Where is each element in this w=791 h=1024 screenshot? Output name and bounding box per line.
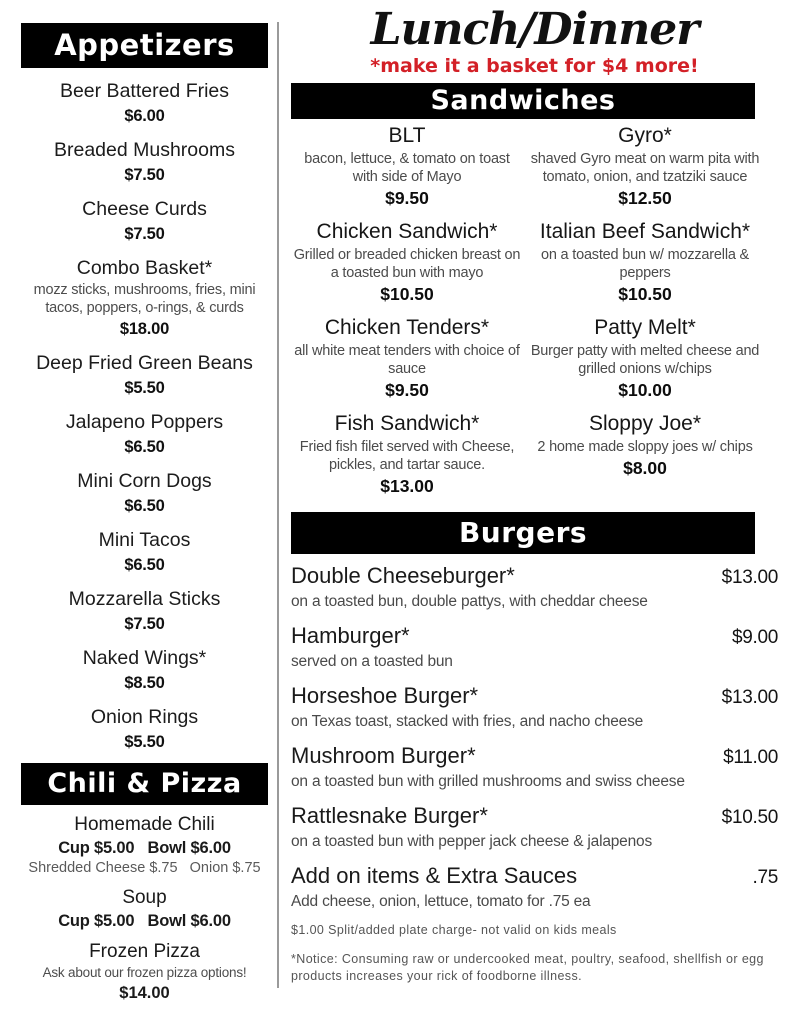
item-price: $8.50 [124, 674, 165, 692]
sandwiches-section-header: Sandwiches [291, 83, 755, 119]
item-name: Deep Fried Green Beans [36, 352, 253, 374]
burgers-section-header: Burgers [291, 512, 755, 554]
menu-item-cheese-curds [21, 196, 268, 246]
menu-item-homemade-chili [21, 813, 268, 878]
item-description: Grilled or breaded chicken breast on a toasted bun with mayo [293, 247, 521, 281]
sandwiches-left-column [291, 122, 523, 506]
item-price: $12.50 [618, 188, 672, 208]
menu-item-patty-melt [529, 314, 761, 402]
item-description: Fried fish filet served with Cheese, pickles, and tartar sauce. [299, 439, 515, 473]
item-price: $14.00 [119, 984, 170, 1002]
menu-item-combo-basket [21, 255, 268, 341]
item-price: $5.50 [124, 733, 165, 751]
menu-item-hamburger [291, 622, 778, 672]
item-price: $7.50 [124, 225, 165, 243]
item-description: Burger patty with melted cheese and grilled onions w/chips [530, 343, 760, 377]
menu-item-gyro [529, 122, 761, 210]
menu-item-breaded-mushrooms [21, 137, 268, 187]
item-description: bacon, lettuce, & tomato on toast with side of Mayo [304, 151, 510, 185]
item-name: Combo Basket* [76, 257, 213, 279]
item-price: $6.50 [124, 556, 165, 574]
item-name: BLT [388, 124, 426, 147]
item-name: Sloppy Joe* [588, 412, 702, 435]
item-price: $18.00 [119, 320, 170, 338]
item-price: $5.50 [124, 379, 165, 397]
item-name: Mozzarella Sticks [68, 588, 221, 610]
menu-item-deep-fried-green-beans [21, 350, 268, 400]
item-name: Onion Rings [90, 706, 199, 728]
item-name: Homemade Chili [74, 814, 215, 835]
item-price: $10.50 [380, 284, 434, 304]
menu-item-mini-tacos [21, 527, 268, 577]
item-description: on a toasted bun with pepper jack cheese & jalapenos [291, 833, 652, 850]
item-name: Patty Melt* [594, 316, 696, 339]
item-price: $7.50 [124, 615, 165, 633]
item-name: Mini Corn Dogs [77, 470, 212, 492]
menu-item-naked-wings [21, 645, 268, 695]
item-name: Hamburger* [291, 623, 410, 648]
item-price: $13.00 [721, 687, 778, 708]
raw-food-notice: *Notice: Consuming raw or undercooked meat, poultry, seafood, shellfish or egg products increases your rick of foodborne illness. [291, 952, 764, 983]
item-description: all white meat tenders with choice of sauce [294, 343, 520, 377]
item-description: on Texas toast, stacked with fries, and nacho cheese [291, 713, 644, 730]
item-sizes: Cup $5.00 Bowl $6.00 [58, 839, 231, 857]
item-description: mozz sticks, mushrooms, fries, mini tacos, poppers, o-rings, & curds [33, 282, 256, 316]
basket-upsell-note: *make it a basket for $4 more! [370, 55, 699, 77]
menu-item-blt [291, 122, 523, 210]
menu-item-mozzarella-sticks [21, 586, 268, 636]
menu-item-italian-beef-sandwich [529, 218, 761, 306]
menu-item-chicken-sandwich [291, 218, 523, 306]
item-description: Ask about our frozen pizza options! [42, 965, 247, 980]
item-name: Gyro* [618, 124, 672, 147]
item-price: $8.00 [623, 458, 667, 478]
item-description: on a toasted bun w/ mozzarella & peppers [541, 247, 749, 281]
item-price: $11.00 [723, 747, 778, 768]
burgers-list [291, 562, 778, 912]
item-price: $13.00 [721, 567, 778, 588]
item-name: Add on items & Extra Sauces [291, 863, 578, 888]
item-name: Chicken Sandwich* [316, 220, 498, 243]
appetizers-section-header: Appetizers [21, 23, 268, 68]
menu-item-add-on-items [291, 862, 778, 912]
item-description: 2 home made sloppy joes w/ chips [537, 439, 753, 455]
left-column [21, 23, 268, 1012]
item-description: on a toasted bun, double pattys, with cheddar cheese [291, 593, 648, 610]
menu-item-double-cheeseburger [291, 562, 778, 612]
menu-item-soup [21, 886, 268, 932]
split-plate-charge-note: $1.00 Split/added plate charge- not valid on kids meals [291, 923, 617, 937]
sandwiches-grid [291, 122, 761, 506]
item-sizes: Cup $5.00 Bowl $6.00 [58, 912, 231, 930]
item-name: Jalapeno Poppers [65, 411, 224, 433]
menu-item-frozen-pizza [21, 940, 268, 1004]
item-price: $10.50 [721, 807, 778, 828]
item-price: $9.50 [385, 380, 429, 400]
item-name: Naked Wings* [82, 647, 207, 669]
page-title: Lunch/Dinner [370, 4, 699, 55]
menu-item-chicken-tenders [291, 314, 523, 402]
item-name: Chicken Tenders* [324, 316, 490, 339]
item-name: Italian Beef Sandwich* [539, 220, 751, 243]
item-name: Horseshoe Burger* [291, 683, 479, 708]
item-price: $7.50 [124, 166, 165, 184]
item-name: Breaded Mushrooms [53, 139, 235, 161]
item-price: $6.50 [124, 497, 165, 515]
menu-item-mini-corn-dogs [21, 468, 268, 518]
item-name: Frozen Pizza [89, 941, 200, 962]
item-name: Double Cheeseburger* [291, 563, 515, 588]
menu-item-onion-rings [21, 704, 268, 754]
item-price: $6.00 [124, 107, 165, 125]
chili-pizza-section-header: Chili & Pizza [21, 763, 268, 805]
menu-item-rattlesnake-burger [291, 802, 778, 852]
item-description: shaved Gyro meat on warm pita with tomato, onion, and tzatziki sauce [530, 151, 760, 185]
item-name: Mushroom Burger* [291, 743, 476, 768]
item-name: Rattlesnake Burger* [291, 803, 488, 828]
item-name: Soup [122, 887, 167, 908]
lunch-dinner-header [291, 0, 778, 78]
item-price: $13.00 [380, 476, 434, 496]
item-extras: Shredded Cheese $.75 Onion $.75 [28, 860, 261, 876]
menu-item-beer-battered-fries [21, 78, 268, 128]
item-price: $6.50 [124, 438, 165, 456]
column-divider [277, 22, 279, 988]
item-description: served on a toasted bun [291, 653, 453, 670]
sandwiches-right-column [529, 122, 761, 506]
right-column [291, 0, 778, 985]
menu-item-fish-sandwich [291, 410, 523, 498]
item-name: Mini Tacos [98, 529, 191, 551]
menu-item-sloppy-joe [529, 410, 761, 480]
item-price: $9.00 [731, 627, 778, 648]
item-description: Add cheese, onion, lettuce, tomato for .75 ea [291, 893, 591, 910]
item-name: Cheese Curds [82, 198, 207, 220]
menu-item-horseshoe-burger [291, 682, 778, 732]
item-name: Fish Sandwich* [334, 412, 480, 435]
item-price: $10.50 [618, 284, 672, 304]
item-price: $9.50 [385, 188, 429, 208]
menu-item-jalapeno-poppers [21, 409, 268, 459]
item-price: $10.00 [618, 380, 672, 400]
menu-item-mushroom-burger [291, 742, 778, 792]
item-description: on a toasted bun with grilled mushrooms and swiss cheese [291, 773, 685, 790]
item-price: .75 [752, 867, 778, 888]
item-name: Beer Battered Fries [59, 80, 230, 102]
